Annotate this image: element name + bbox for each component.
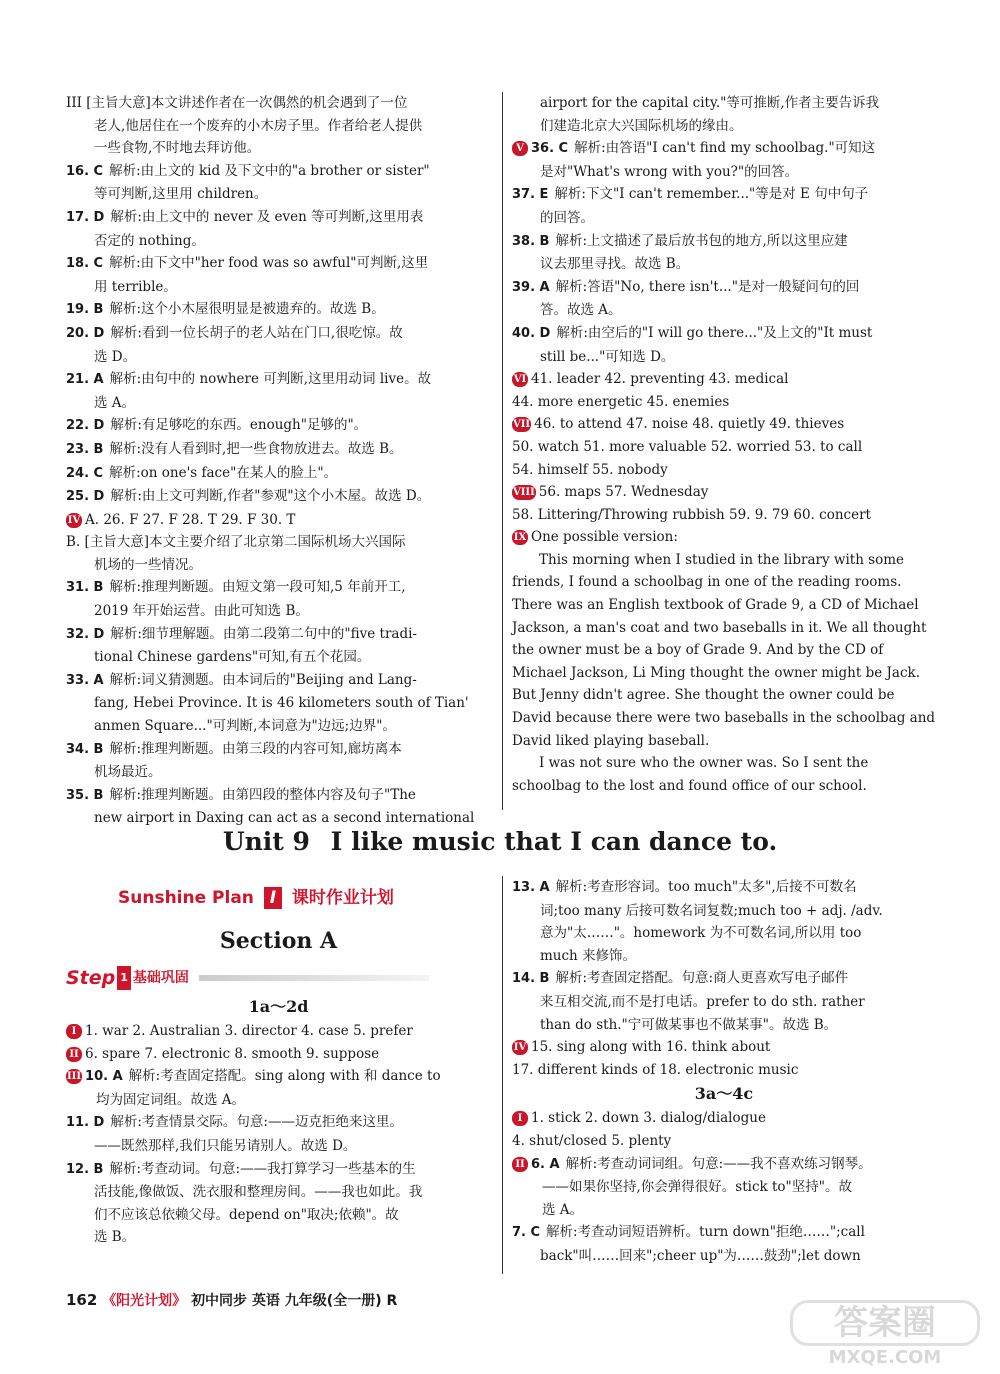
answer-line	[66, 160, 491, 184]
question-number: 18. C	[66, 256, 104, 272]
answer-text: still be..."可知选 D。	[540, 348, 675, 365]
roman-numeral-badge: II	[512, 1157, 528, 1172]
answer-text: 是对"What's wrong with you?"的回答。	[540, 163, 799, 180]
answer-text: 否定的 nothing。	[94, 232, 205, 249]
answer-line	[66, 368, 491, 392]
answer-line	[512, 1199, 936, 1222]
answer-text: 解析:考查情景交际。句意:——迈克拒绝来这里。	[110, 1114, 403, 1131]
roman-numeral-badge: III	[67, 1071, 82, 1083]
step-number: 1	[117, 966, 131, 991]
answer-line	[512, 1153, 936, 1177]
answer-text: 解析:推理判断题。由短文第一段可知,5 年前开工,	[109, 579, 406, 596]
answer-text: 解析:由答语"I can't find my schoolbag."可知这	[574, 140, 876, 157]
answer-line	[66, 1204, 491, 1227]
plan-title: 课时作业计划	[291, 887, 394, 908]
answer-text: 解析:由上文可判断,作者"参观"这个小木屋。故选 D。	[110, 488, 431, 505]
answer-line	[512, 481, 936, 504]
subsection-3a-4c: 3a～4c	[694, 1084, 754, 1104]
answer-line	[66, 646, 491, 669]
answer-text: 答。故选 A。	[540, 302, 622, 319]
answer-text: than do sth."宁可做某事也不做某事"。故选 B。	[540, 1016, 838, 1033]
answer-line	[512, 161, 936, 184]
answer-line	[66, 183, 491, 206]
answer-text: 解析:考查形容词。too much"太多",后接不可数名	[555, 879, 857, 895]
answer-line	[512, 413, 936, 436]
answer-text: A. 26. F 27. F 28. T 29. F 30. T	[85, 511, 296, 528]
answer-text: 44. more energetic 45. enemies	[512, 393, 730, 410]
answer-line	[66, 600, 491, 623]
question-number: 40. D	[512, 325, 551, 341]
answer-line	[512, 459, 936, 482]
answer-text: 老人,他居住在一个废弃的小木房子里。作者给老人提供	[94, 117, 423, 134]
brand-name: 《阳光计划》	[102, 1293, 187, 1309]
answer-text: 54. himself 55. nobody	[512, 461, 668, 478]
question-number: 36. C	[531, 141, 569, 157]
answer-text: 意为"太……"。homework 为不可数名词,所以用 too	[540, 925, 862, 942]
answer-text: much 来修饰。	[540, 947, 637, 964]
unit-title: I like music that I can dance to.	[330, 827, 778, 856]
answer-text: 均为固定词组。故选 A。	[96, 1091, 246, 1108]
answer-line	[512, 526, 936, 549]
answer-text: 的回答。	[540, 209, 594, 226]
answer-text: 解析:由上文的 kid 及下文中的"a brother or sister"	[109, 162, 430, 179]
answer-line	[66, 1065, 491, 1089]
answer-text: 解析:上文描述了最后放书包的地方,所以这里应建	[555, 232, 848, 249]
question-number: 24. C	[66, 465, 104, 481]
answer-line	[66, 1181, 491, 1204]
plan-name: Sunshine Plan	[118, 887, 254, 908]
answer-line	[512, 967, 936, 991]
question-number: 31. B	[66, 580, 104, 596]
answer-text: 等可判断,这里用 children。	[94, 186, 268, 203]
step-banner	[66, 962, 491, 994]
answer-text: 选 A。	[542, 1201, 584, 1218]
answer-text: 41. leader 42. preventing 43. medical	[531, 371, 789, 388]
answer-line	[66, 761, 491, 784]
question-number: 32. D	[66, 626, 105, 642]
answers-column-2	[512, 92, 936, 797]
answer-line	[66, 623, 491, 647]
answer-line	[512, 1036, 936, 1059]
answer-text: 活技能,像做饭、洗衣服和整理房间。——我也如此。我	[94, 1184, 423, 1201]
answer-line	[512, 137, 936, 161]
answer-text: 解析:on one's face"在某人的脸上"。	[109, 464, 338, 481]
answer-text: 解析:由句中的 nowhere 可判断,这里用动词 live。故	[109, 371, 432, 388]
answer-text: 词;too many 后接可数名词复数;much too + adj. /adv.	[540, 902, 883, 919]
answer-line	[66, 509, 491, 532]
answer-text: ——如果你坚持,你会弹得很好。stick to"坚持"。故	[542, 1179, 852, 1196]
essay-paragraph-1: This morning when I studied in the library with some friends, I found a schoolbag in one of the reading rooms. There was an English textbook of Grade 9, a CD of Michael Jackson, a man's coat and two baseballs in it. We all thought the owner must be a boy of Grade 9. And by the CD of Michael Jackson, Li Ming thought the owner might be Jack. But Jenny didn't agree. She thought the owner could be David because there were two baseballs in the schoolbag and David liked playing baseball.	[512, 551, 936, 749]
answer-line	[512, 276, 936, 300]
answer-text: 解析:考查固定搭配。句意:商人更喜欢写电子邮件	[555, 970, 849, 987]
unit-heading	[0, 827, 1000, 856]
answer-line	[512, 1176, 936, 1199]
watermark-url: MXQE.COM	[828, 1347, 942, 1368]
answer-line	[512, 322, 936, 346]
page-footer	[66, 1290, 397, 1310]
question-number: 20. D	[66, 325, 105, 341]
roman-numeral-badge: VIII	[513, 487, 535, 499]
answer-line	[66, 1043, 491, 1066]
answer-text: 解析:有足够吃的东西。enough"足够的"。	[110, 417, 368, 434]
answer-line	[66, 576, 491, 600]
answer-line	[66, 692, 491, 715]
answer-text: 58. Littering/Throwing rubbish 59. 9. 79 60. concert	[512, 506, 871, 523]
answer-line	[512, 504, 936, 527]
step-decorative-bar	[199, 975, 429, 981]
question-number: 38. B	[512, 233, 550, 249]
question-number: 34. B	[66, 741, 104, 757]
answer-text: 一些食物,不时地去拜访他。	[94, 140, 261, 157]
roman-numeral-badge: I	[512, 1111, 528, 1126]
essay-paragraph-2: I was not sure who the owner was. So I sent the schoolbag to the lost and found office of our school.	[512, 755, 869, 794]
answer-line	[66, 414, 491, 438]
answer-line	[66, 137, 491, 160]
answer-line	[66, 298, 491, 322]
answer-text: 解析:下文"I can't remember..."等是对 E 句中句子	[554, 186, 869, 203]
answer-text: 解析:考查固定搭配。sing along with 和 dance to	[128, 1068, 441, 1085]
answer-line	[512, 991, 936, 1014]
answer-line	[66, 1135, 491, 1158]
question-number: 39. A	[512, 279, 550, 295]
question-number: 23. B	[66, 441, 104, 457]
answer-text: 来互相交流,而不是打电话。prefer to do sth. rather	[540, 993, 865, 1010]
answer-text: 议去那里寻找。故选 B。	[540, 256, 690, 273]
answer-text: 56. maps 57. Wednesday	[538, 484, 709, 501]
answer-text: tional Chinese gardens"可知,有五个花园。	[94, 649, 371, 666]
answer-text: 们不应该总依赖父母。depend on"取决;依赖"。故	[94, 1206, 399, 1223]
answers-column-1	[66, 92, 491, 830]
answer-line	[512, 876, 936, 900]
answer-line	[66, 531, 491, 554]
answer-line	[512, 1221, 936, 1245]
answer-line	[512, 1014, 936, 1037]
question-number: 16. C	[66, 163, 104, 179]
answer-line	[512, 299, 936, 322]
answer-text: 15. sing along with 16. think about	[531, 1039, 771, 1056]
answer-line	[66, 115, 491, 138]
answer-text: 解析:细节理解题。由第二段第二句中的"five tradi-	[110, 625, 417, 642]
question-number: 6. A	[531, 1156, 560, 1172]
answer-text: 46. to attend 47. noise 48. quietly 49. thieves	[534, 416, 845, 433]
answer-line	[66, 784, 491, 808]
answer-text: 1. war 2. Australian 3. director 4. case 5. prefer	[85, 1023, 413, 1039]
answer-text: back"叫……回来";cheer up"为……鼓劲";let down	[540, 1247, 861, 1264]
answer-text: 解析:答语"No, there isn't..."是对一般疑问句的回	[555, 278, 860, 295]
answer-line	[66, 1089, 491, 1112]
answer-text: 选 D。	[94, 348, 137, 365]
unit-label: Unit 9	[222, 827, 310, 856]
answer-text: 2019 年开始运营。由此可知选 B。	[94, 603, 309, 620]
answer-line	[66, 392, 491, 415]
answer-text: airport for the capital city."等可推断,作者主要告诉我	[540, 95, 880, 111]
question-number: 14. B	[512, 971, 550, 987]
question-number: 13. A	[512, 880, 550, 895]
roman-numeral-badge: II	[66, 1047, 82, 1062]
answer-line	[512, 436, 936, 459]
answer-text: 解析:由下文中"her food was so awful"可判断,这里	[109, 255, 429, 272]
column-divider-bottom	[502, 876, 503, 1274]
answer-text: 机场最近。	[94, 764, 162, 781]
answer-text: fang, Hebei Province. It is 46 kilometers south of Tian'	[94, 695, 469, 712]
answer-line	[66, 206, 491, 230]
answer-text: B. [主旨大意]本文主要介绍了北京第二国际机场大兴国际	[66, 534, 406, 551]
column-divider-top	[502, 92, 503, 810]
answer-text: One possible version:	[531, 529, 678, 546]
answer-text: ——既然那样,我们只能另请别人。故选 D。	[94, 1137, 357, 1154]
answers-column-3	[66, 876, 491, 1249]
question-number: 17. D	[66, 209, 105, 225]
answer-text: 选 A。	[94, 394, 136, 411]
answer-text: 4. shut/closed 5. plenty	[512, 1132, 672, 1149]
answer-line	[66, 322, 491, 346]
subsection-1a-2d: 1a～2d	[248, 997, 309, 1016]
question-number: 7. C	[512, 1225, 541, 1241]
answer-line	[512, 1107, 936, 1130]
answer-line	[66, 485, 491, 509]
answer-line	[66, 738, 491, 762]
question-number: 35. B	[66, 787, 104, 803]
answer-line	[66, 1226, 491, 1249]
question-number: 10. A	[85, 1069, 123, 1085]
answer-line	[512, 346, 936, 369]
roman-numeral-badge: VII	[513, 419, 531, 431]
plan-number: I	[264, 887, 282, 909]
answer-line	[66, 715, 491, 738]
answer-line	[66, 1158, 491, 1182]
answer-line	[512, 253, 936, 276]
answer-text: 解析:考查动词短语辨析。turn down"拒绝……";call	[546, 1224, 865, 1241]
question-number: 33. A	[66, 672, 104, 688]
section-title: Section A	[219, 928, 338, 954]
answer-text: 17. different kinds of 18. electronic music	[512, 1061, 799, 1078]
answer-text: anmen Square..."可判断,本词意为"边远;边界"。	[94, 718, 396, 735]
watermark-logo: 答案圈	[790, 1300, 980, 1346]
answer-text: III [主旨大意]本文讲述作者在一次偶然的机会遇到了一位	[66, 95, 408, 111]
answer-line	[512, 391, 936, 414]
answer-line	[66, 1111, 491, 1135]
question-number: 11. D	[66, 1115, 105, 1131]
question-number: 21. A	[66, 372, 104, 388]
answer-text: 解析:推理判断题。由第三段的内容可知,廊坊离本	[109, 740, 402, 757]
answer-line	[66, 554, 491, 577]
answer-text: 解析:推理判断题。由第四段的整体内容及句子"The	[109, 786, 416, 803]
sunshine-plan-banner	[66, 876, 491, 920]
page-number: 162	[66, 1291, 98, 1309]
answer-text: 们建造北京大兴国际机场的缘由。	[540, 117, 743, 134]
answer-text: 机场的一些情况。	[94, 556, 202, 573]
answer-text: 解析:没有人看到时,把一些食物放进去。故选 B。	[109, 440, 403, 457]
answer-line	[512, 115, 936, 138]
answer-line	[512, 1059, 936, 1082]
answer-text: new airport in Daxing can act as a second international	[94, 810, 475, 827]
answer-line	[66, 438, 491, 462]
question-number: 12. B	[66, 1161, 104, 1177]
roman-numeral-badge: IV	[513, 1042, 527, 1054]
answer-text: 1. stick 2. down 3. dialog/dialogue	[531, 1110, 766, 1127]
answer-line	[66, 1020, 491, 1043]
answer-line	[66, 92, 491, 115]
answer-line	[512, 1130, 936, 1153]
book-title: 初中同步 英语 九年级(全一册) R	[191, 1293, 398, 1309]
answer-text: 解析:考查动词词组。句意:——我不喜欢练习钢琴。	[565, 1155, 872, 1172]
answer-line	[66, 230, 491, 253]
answer-line	[512, 1245, 936, 1268]
answer-text: 选 B。	[94, 1229, 136, 1246]
answer-text: 解析:看到一位长胡子的老人站在门口,很吃惊。故	[110, 324, 403, 341]
question-number: 37. E	[512, 187, 549, 203]
roman-numeral-badge: VI	[513, 374, 527, 386]
answer-text: 解析:由空后的"I will go there..."及上文的"It must	[556, 324, 873, 341]
answer-line	[512, 230, 936, 254]
answer-line	[66, 346, 491, 369]
answer-line	[512, 945, 936, 968]
answer-line	[66, 669, 491, 693]
answer-line	[512, 900, 936, 923]
answer-line	[512, 183, 936, 207]
roman-numeral-badge: IX	[513, 532, 527, 544]
answer-line	[512, 368, 936, 391]
answer-text: 解析:词义猜测题。由本词后的"Beijing and Lang-	[109, 671, 417, 688]
question-number: 25. D	[66, 489, 105, 505]
roman-numeral-badge: IV	[67, 514, 81, 526]
answer-line	[66, 252, 491, 276]
step-title: 基础巩固	[132, 969, 189, 986]
question-number: 22. D	[66, 418, 105, 434]
answer-line	[512, 207, 936, 230]
answer-line	[512, 922, 936, 945]
answers-column-4	[512, 876, 936, 1268]
answer-line	[66, 276, 491, 299]
answer-text: 用 terrible。	[94, 278, 177, 295]
answer-text: 解析:由上文中的 never 及 even 等可判断,这里用表	[110, 208, 424, 225]
roman-numeral-badge: I	[66, 1024, 82, 1039]
answer-line	[66, 462, 491, 486]
step-word: Step	[66, 966, 116, 989]
answer-text: 解析:这个小木屋很明显是被遗弃的。故选 B。	[109, 301, 385, 318]
answer-text: 6. spare 7. electronic 8. smooth 9. suppose	[85, 1045, 380, 1062]
answer-line	[512, 92, 936, 115]
watermark	[790, 1300, 980, 1368]
question-number: 19. B	[66, 302, 104, 318]
roman-numeral-badge: V	[512, 141, 528, 156]
answer-text: 50. watch 51. more valuable 52. worried 53. to call	[512, 438, 863, 455]
answer-text: 解析:考查动词。句意:——我打算学习一些基本的生	[109, 1160, 416, 1177]
